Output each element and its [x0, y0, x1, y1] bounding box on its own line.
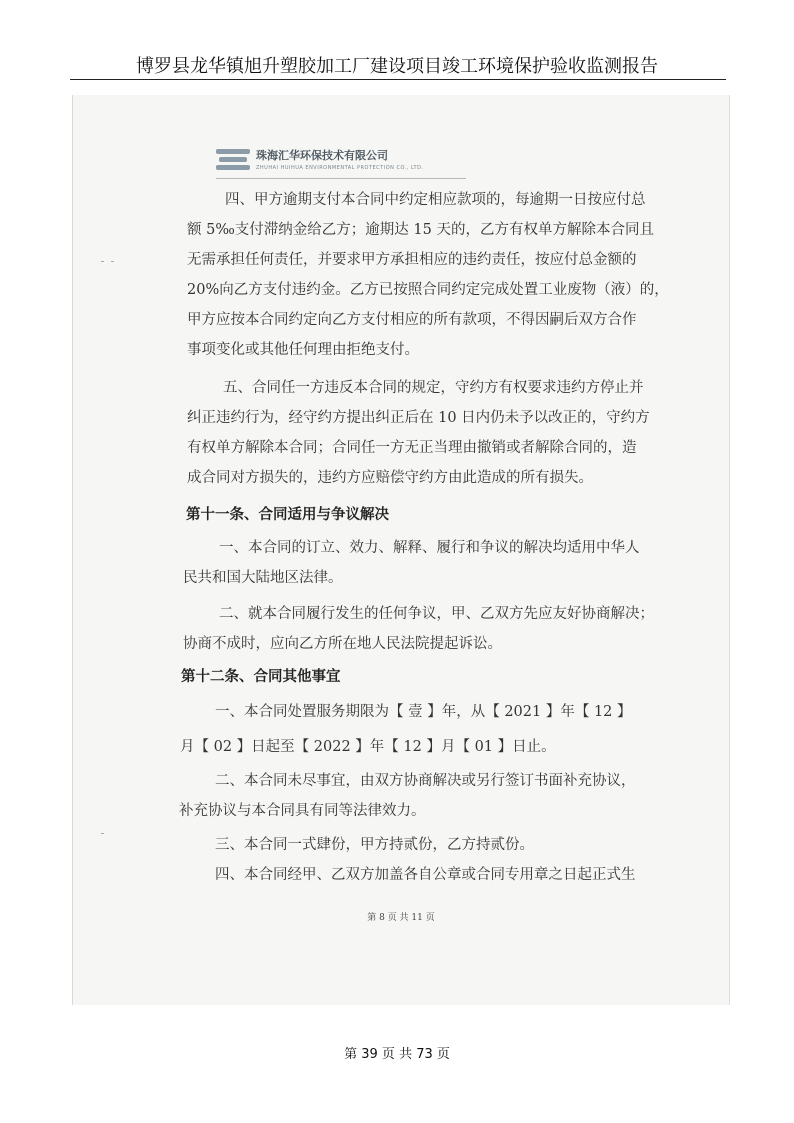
contract-line: 无需承担任何责任，并要求甲方承担相应的违约责任，按应付总金额的: [187, 252, 637, 268]
company-name-en: ZHUHAI HUIHUA ENVIRONMENTAL PROTECTION CO., LTD.: [256, 165, 424, 171]
contract-line: 补充协议与本合同具有同等法律效力。: [179, 803, 426, 819]
contract-line: 四、本合同经甲、乙双方加盖各自公章或合同专用章之日起正式生: [215, 867, 636, 883]
contract-line: 协商不成时，应向乙方所在地人民法院提起诉讼。: [183, 636, 502, 652]
scan-speck: [111, 261, 114, 262]
scan-speck: [101, 833, 104, 834]
contract-line: 事项变化或其他任何理由拒绝支付。: [187, 342, 419, 358]
contract-line: 20%向乙方支付违约金。乙方已按照合同约定完成处置工业废物（液）的，: [187, 282, 669, 298]
contract-line: 有权单方解除本合同；合同任一方无正当理由撤销或者解除合同的，造: [187, 440, 637, 456]
section-heading-12: 第十二条、合同其他事宜: [181, 668, 341, 685]
contract-line: 五、合同任一方违反本合同的规定，守约方有权要求违约方停止并: [223, 380, 644, 396]
scan-speck: [101, 261, 104, 262]
company-logo: [216, 145, 424, 181]
contract-line: 月【 02 】日起至【 2022 】年【 12 】月【 01 】日止。: [180, 739, 556, 755]
contract-line: 民共和国大陆地区法律。: [183, 570, 343, 586]
inner-page-number: 第 8 页 共 11 页: [367, 913, 435, 923]
contract-line: 一、本合同的订立、效力、解释、履行和争议的解决均适用中华人: [219, 540, 640, 556]
contract-line: 甲方应按本合同约定向乙方支付相应的所有款项，不得因嗣后双方合作: [187, 312, 637, 328]
contract-line: 二、本合同未尽事宜，由双方协商解决或另行签订书面补充协议，: [215, 773, 636, 789]
contract-line: 三、本合同一式肆份，甲方持贰份，乙方持贰份。: [215, 837, 534, 853]
header-divider: [70, 79, 726, 80]
section-heading-11: 第十一条、合同适用与争议解决: [186, 506, 389, 523]
report-header-title: 博罗县龙华镇旭升塑胶加工厂建设项目竣工环境保护验收监测报告: [136, 56, 658, 77]
contract-line: 一、本合同处置服务期限为【 壹 】年，从【 2021 】年【 12 】: [215, 704, 632, 720]
contract-line: 额 5‰支付滞纳金给乙方；逾期达 15 天的，乙方有权单方解除本合同且: [187, 222, 654, 238]
contract-line: 成合同对方损失的，违约方应赔偿守约方由此造成的所有损失。: [187, 470, 593, 486]
logo-divider: [216, 178, 466, 179]
contract-line: 纠正违约行为，经守约方提出纠正后在 10 日内仍未予以改正的，守约方: [187, 410, 650, 426]
contract-line: 二、就本合同履行发生的任何争议，甲、乙双方先应友好协商解决；: [219, 606, 654, 622]
scanned-contract-page: [72, 95, 730, 1005]
page-number: 第 39 页 共 73 页: [344, 1047, 450, 1062]
contract-line: 四、甲方逾期支付本合同中约定相应款项的，每逾期一日按应付总: [225, 192, 646, 208]
company-name: 珠海汇华环保技术有限公司: [256, 149, 388, 162]
logo-icon: [216, 149, 250, 175]
